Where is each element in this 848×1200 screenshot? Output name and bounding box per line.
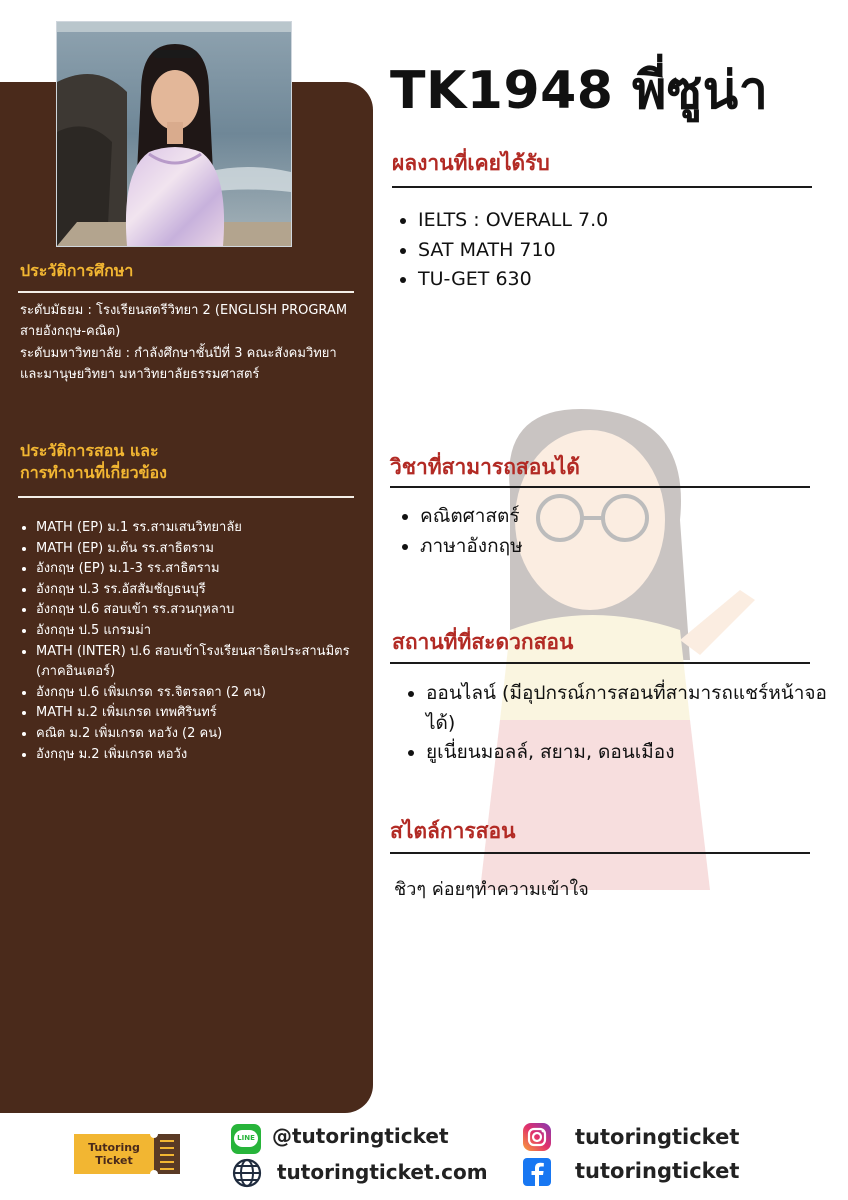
- experience-item: • อังกฤษ ป.6 สอบเข้า รร.สวนกุหลาบ: [36, 600, 366, 621]
- style-text: ชิวๆ ค่อยๆทำความเข้าใจ: [394, 879, 589, 900]
- tutor-name: TK1948 พี่ซูน่า: [390, 61, 769, 121]
- style-title: สไตล์การสอน: [390, 819, 516, 843]
- logo-text: [74, 1141, 154, 1167]
- line-handle-link[interactable]: @tutoringticket: [272, 1124, 449, 1148]
- tutoring-ticket-logo: [74, 1131, 180, 1177]
- places-divider: [390, 662, 810, 664]
- achievements-divider: [392, 186, 812, 188]
- website-link[interactable]: tutoringticket.com: [277, 1160, 488, 1184]
- education-line-secondary: ระดับมัธยม : โรงเรียนสตรีวิทยา 2 (ENGLISH PROGRAM สายอังกฤษ-คณิต): [20, 303, 348, 339]
- achievement-item: • TU-GET 630: [418, 265, 838, 295]
- place-item: • ยูเนี่ยนมอลล์, สยาม, ดอนเมือง: [426, 738, 831, 768]
- place-item: • ออนไลน์ (มีอุปกรณ์การสอนที่สามารถแชร์หน้าจอได้): [426, 679, 831, 738]
- experience-item: • อังกฤษ ม.2 เพิ่มเกรด หอวัง: [36, 745, 366, 766]
- achievements-title: ผลงานที่เคยได้รับ: [392, 151, 550, 175]
- facebook-handle-link[interactable]: tutoringticket: [575, 1159, 740, 1183]
- experience-item: • คณิต ม.2 เพิ่มเกรด หอวัง (2 คน): [36, 724, 366, 745]
- logo-text-line2: Ticket: [95, 1154, 133, 1167]
- experience-item: • อังกฤษ ป.6 เพิ่มเกรด รร.จิตรลดา (2 คน): [36, 683, 366, 704]
- subject-item: • ภาษาอังกฤษ: [420, 532, 830, 562]
- experience-divider: [18, 496, 354, 498]
- style-divider: [390, 852, 810, 854]
- globe-icon[interactable]: [232, 1158, 262, 1192]
- profile-photo-image: [57, 22, 291, 246]
- places-list: [400, 679, 831, 768]
- experience-item: • อังกฤษ ป.5 แกรมม่า: [36, 621, 366, 642]
- education-divider: [18, 291, 354, 293]
- profile-photo: [56, 21, 292, 247]
- subjects-title: วิชาที่สามารถสอนได้: [390, 455, 580, 479]
- experience-item: • MATH ม.2 เพิ่มเกรด เทพศิรินทร์: [36, 703, 366, 724]
- line-icon-label: LINE: [234, 1130, 258, 1147]
- achievement-item: • SAT MATH 710: [418, 236, 838, 266]
- line-icon[interactable]: [231, 1124, 261, 1154]
- experience-list: [20, 518, 366, 765]
- experience-item: • อังกฤษ (EP) ม.1-3 รร.สาธิตราม: [36, 559, 366, 580]
- experience-item: • MATH (EP) ม.ต้น รร.สาธิตราม: [36, 539, 366, 560]
- education-line-university: ระดับมหาวิทยาลัย : กำลังศึกษาชั้นปีที่ 3 คณะสังคมวิทยาและมานุษยวิทยา มหาวิทยาลัยธรรมศาสตร์: [20, 346, 337, 382]
- experience-item: • MATH (INTER) ป.6 สอบเข้าโรงเรียนสาธิตประสานมิตร (ภาคอินเตอร์): [36, 642, 366, 683]
- experience-item: • MATH (EP) ม.1 รร.สามเสนวิทยาลัย: [36, 518, 366, 539]
- subjects-list: [394, 502, 830, 561]
- experience-title-line1: ประวัติการสอน และ: [20, 441, 159, 460]
- achievements-list: [392, 206, 838, 295]
- experience-title: [20, 440, 167, 484]
- subjects-divider: [390, 486, 810, 488]
- experience-item: • อังกฤษ ป.3 รร.อัสสัมชัญธนบุรี: [36, 580, 366, 601]
- places-title: สถานที่ที่สะดวกสอน: [392, 630, 574, 654]
- instagram-icon[interactable]: [522, 1122, 552, 1156]
- experience-title-line2: การทำงานที่เกี่ยวข้อง: [20, 463, 167, 482]
- subject-item: • คณิตศาสตร์: [420, 502, 830, 532]
- logo-text-line1: Tutoring: [88, 1141, 140, 1154]
- education-title: ประวัติการศึกษา: [20, 261, 134, 280]
- facebook-icon[interactable]: [522, 1157, 552, 1191]
- achievement-item: • IELTS : OVERALL 7.0: [418, 206, 838, 236]
- instagram-handle-link[interactable]: tutoringticket: [575, 1125, 740, 1149]
